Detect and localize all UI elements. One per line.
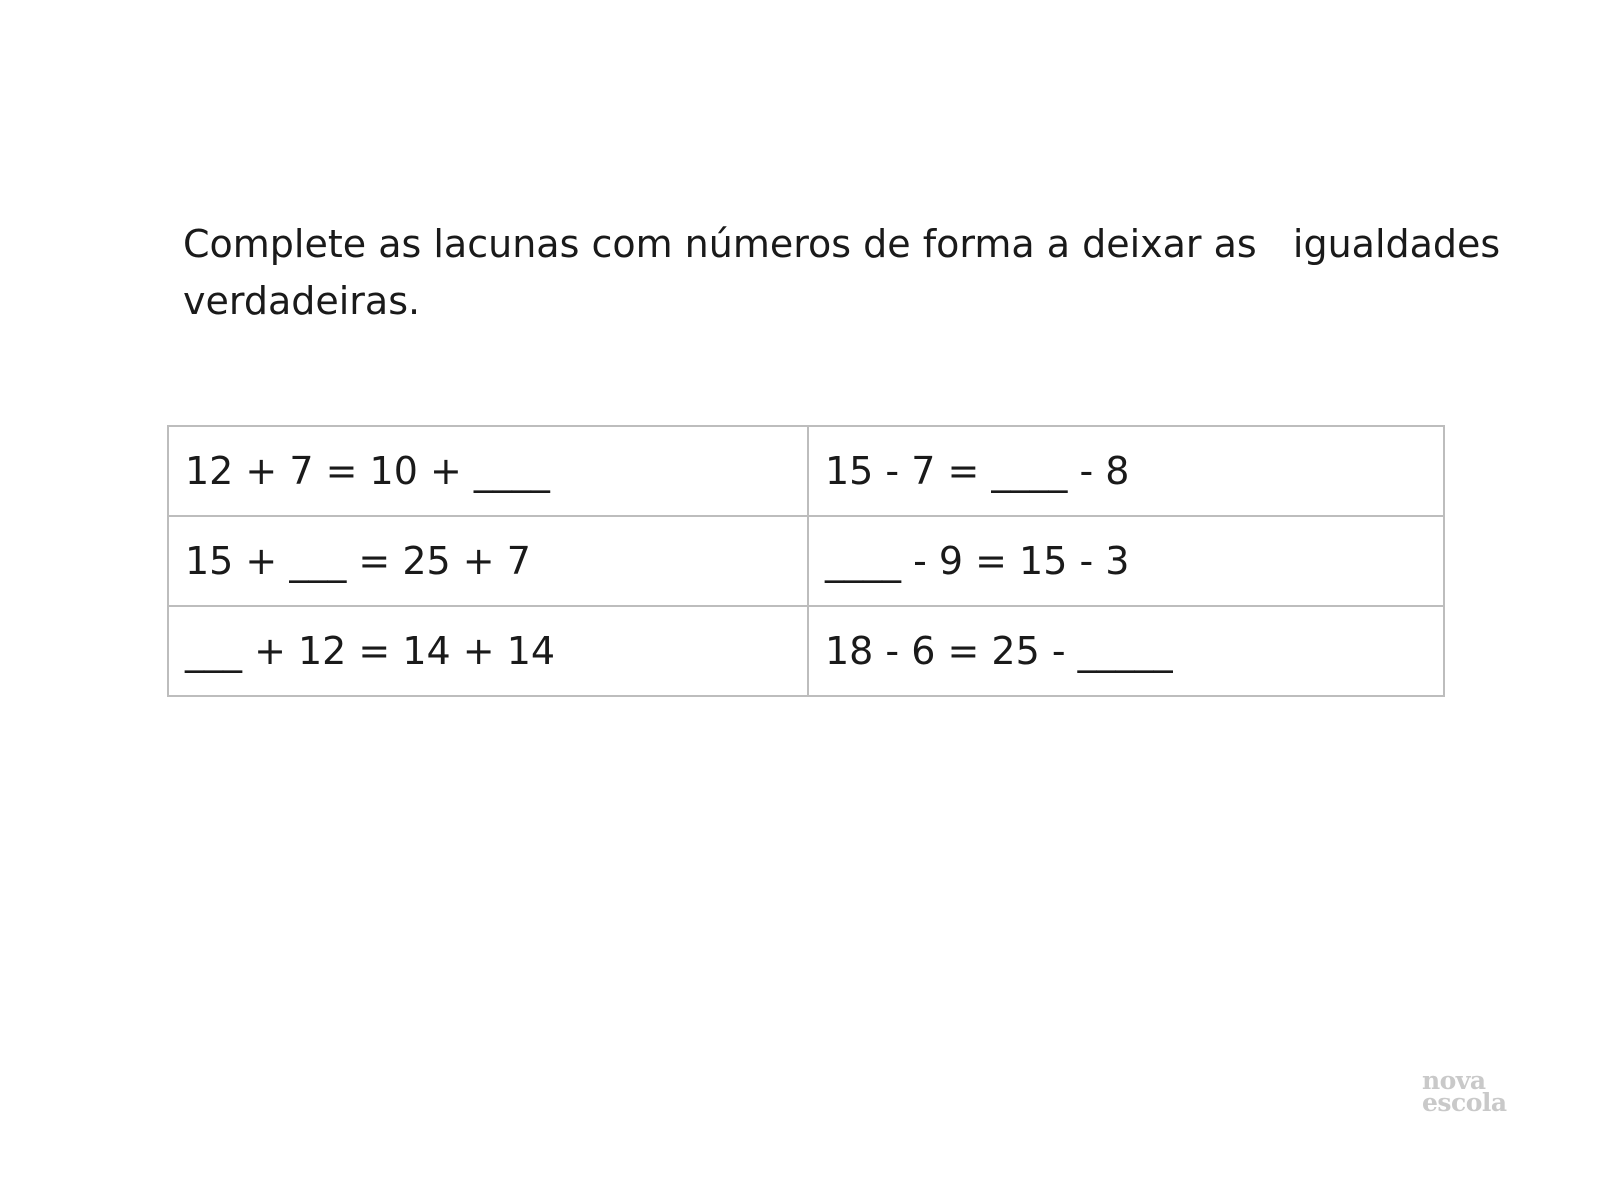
equations-table bbox=[167, 425, 1445, 697]
equation-cell: ___ + 12 = 14 + 14 bbox=[168, 606, 808, 696]
equation-cell: 18 - 6 = 25 - _____ bbox=[808, 606, 1444, 696]
nova-escola-logo bbox=[1422, 1066, 1522, 1117]
table-row bbox=[168, 516, 1444, 606]
instruction-text: Complete as lacunas com números de forma a deixar as igualdades verdadeiras. bbox=[183, 222, 1513, 323]
equation-cell: ____ - 9 = 15 - 3 bbox=[808, 516, 1444, 606]
logo-line-1: nova bbox=[1422, 1066, 1486, 1095]
equation-cell: 15 - 7 = ____ - 8 bbox=[808, 426, 1444, 516]
equation-cell: 12 + 7 = 10 + ____ bbox=[168, 426, 808, 516]
logo-line-2: escola bbox=[1422, 1088, 1507, 1117]
table-row bbox=[168, 426, 1444, 516]
equation-cell: 15 + ___ = 25 + 7 bbox=[168, 516, 808, 606]
table-row bbox=[168, 606, 1444, 696]
